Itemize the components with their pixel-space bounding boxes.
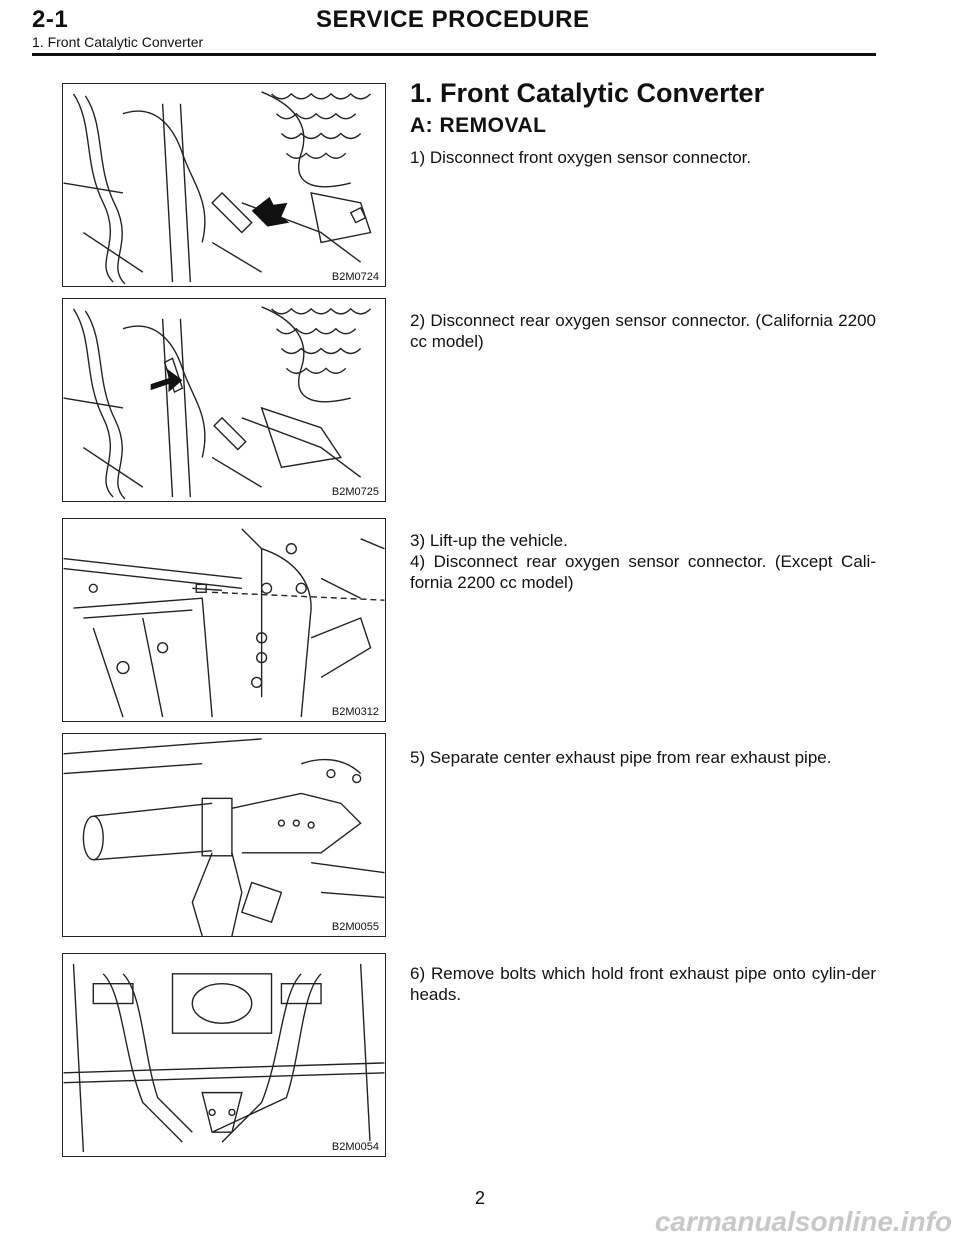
header-rule xyxy=(32,53,876,56)
procedure-subtitle: A: REMOVAL xyxy=(410,114,547,137)
figure-rear-oxygen-sensor-california xyxy=(62,298,386,502)
arrow-icon xyxy=(252,197,290,227)
page-title: 1. Front Catalytic Converter xyxy=(410,78,765,108)
rear-oxygen-sensor-connector-underbody-illustration xyxy=(63,519,385,721)
front-exhaust-pipe-cylinder-head-illustration xyxy=(63,954,385,1156)
step-6: 6) Remove bolts which hold front exhaust pipe onto cylin-der heads. xyxy=(410,964,876,1004)
figure-id: B2M0724 xyxy=(331,271,379,283)
center-rear-exhaust-pipe-joint-illustration xyxy=(63,734,385,936)
figure-id: B2M0725 xyxy=(331,486,379,498)
step-2: 2) Disconnect rear oxygen sensor connector. (California 2200 cc model) xyxy=(410,311,876,351)
rear-oxygen-sensor-connector-california-illustration xyxy=(63,299,385,501)
front-oxygen-sensor-connector-illustration xyxy=(63,84,385,286)
step-1: 1) Disconnect front oxygen sensor connector. xyxy=(410,148,752,167)
step-4: 4) Disconnect rear oxygen sensor connector. (Except Cali-fornia 2200 cc model) xyxy=(410,552,876,592)
step-3: 3) Lift-up the vehicle. xyxy=(410,531,568,550)
page-number: 2 xyxy=(474,1188,485,1208)
figure-exhaust-pipe-joint xyxy=(62,733,386,937)
section-code: 2-1 xyxy=(32,6,69,33)
figure-id: B2M0055 xyxy=(331,921,379,933)
section-title: SERVICE PROCEDURE xyxy=(316,6,590,33)
figure-id: B2M0312 xyxy=(331,706,379,718)
figure-front-exhaust-pipe xyxy=(62,953,386,1157)
figure-id: B2M0054 xyxy=(331,1141,379,1153)
step-5: 5) Separate center exhaust pipe from rear exhaust pipe. xyxy=(410,748,832,767)
figure-rear-oxygen-sensor-underbody xyxy=(62,518,386,722)
watermark: carmanualsonline.info xyxy=(654,1206,952,1237)
figure-front-oxygen-sensor xyxy=(62,83,386,287)
subsection-label: 1. Front Catalytic Converter xyxy=(32,34,204,50)
